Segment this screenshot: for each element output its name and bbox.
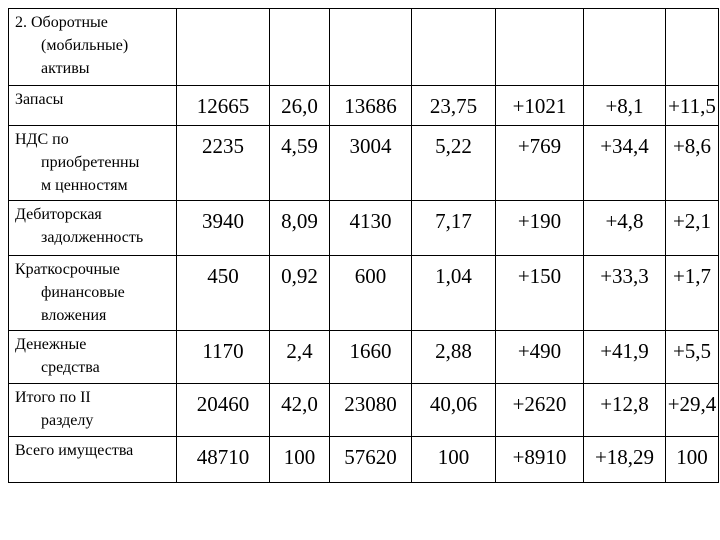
- value-cell: 3004: [330, 126, 412, 201]
- value-cell: +1,7: [666, 256, 719, 331]
- row-label-line: Итого по II: [15, 389, 91, 406]
- row-label-line: Краткосрочные: [15, 261, 120, 278]
- table-row: [9, 201, 719, 256]
- row-label: [9, 126, 177, 201]
- value-cell: +2,1: [666, 201, 719, 256]
- value-cell: 13686: [330, 86, 412, 126]
- value-cell: +29,4: [666, 384, 719, 437]
- table-row: [9, 256, 719, 331]
- row-label-line: вложения: [41, 307, 107, 324]
- value-cell: +8,1: [584, 86, 666, 126]
- value-cell: +4,8: [584, 201, 666, 256]
- value-cell: [666, 9, 719, 86]
- row-label-line: Запасы: [15, 91, 64, 108]
- row-label: [9, 256, 177, 331]
- value-cell: 2,4: [270, 331, 330, 384]
- row-label: [9, 384, 177, 437]
- table-row: [9, 126, 719, 201]
- row-label-line: (мобильные): [41, 37, 129, 54]
- row-label: [9, 201, 177, 256]
- value-cell: 1170: [177, 331, 270, 384]
- value-cell: 8,09: [270, 201, 330, 256]
- value-cell: [177, 9, 270, 86]
- value-cell: [584, 9, 666, 86]
- table-row: [9, 86, 719, 126]
- value-cell: +11,5: [666, 86, 719, 126]
- row-label-line: средства: [41, 359, 100, 376]
- value-cell: [496, 9, 584, 86]
- value-cell: 2235: [177, 126, 270, 201]
- table-row: [9, 9, 719, 86]
- value-cell: +33,3: [584, 256, 666, 331]
- row-label-line: м ценностям: [41, 177, 128, 194]
- value-cell: 4,59: [270, 126, 330, 201]
- value-cell: 40,06: [412, 384, 496, 437]
- value-cell: +769: [496, 126, 584, 201]
- value-cell: +41,9: [584, 331, 666, 384]
- table-row: [9, 384, 719, 437]
- value-cell: 1,04: [412, 256, 496, 331]
- row-label: [9, 437, 177, 483]
- row-label: [9, 331, 177, 384]
- value-cell: +34,4: [584, 126, 666, 201]
- row-label-line: финансовые: [41, 284, 125, 301]
- value-cell: +5,5: [666, 331, 719, 384]
- value-cell: +8,6: [666, 126, 719, 201]
- table-row: [9, 331, 719, 384]
- value-cell: 4130: [330, 201, 412, 256]
- row-label: [9, 9, 177, 86]
- value-cell: +1021: [496, 86, 584, 126]
- row-label: [9, 86, 177, 126]
- value-cell: [270, 9, 330, 86]
- row-label-line: активы: [41, 60, 90, 77]
- value-cell: +490: [496, 331, 584, 384]
- value-cell: 12665: [177, 86, 270, 126]
- row-label-line: задолженность: [41, 229, 144, 246]
- value-cell: 57620: [330, 437, 412, 483]
- table-row: [9, 437, 719, 483]
- value-cell: 23,75: [412, 86, 496, 126]
- balance-table: [8, 8, 719, 483]
- value-cell: 100: [270, 437, 330, 483]
- value-cell: [330, 9, 412, 86]
- row-label-line: Денежные: [15, 336, 87, 353]
- value-cell: 1660: [330, 331, 412, 384]
- row-label-line: Всего имущества: [15, 442, 134, 459]
- row-label-line: приобретенны: [41, 154, 140, 171]
- row-label-line: НДС по: [15, 131, 69, 148]
- value-cell: 26,0: [270, 86, 330, 126]
- row-label-line: 2. Оборотные: [15, 14, 108, 31]
- value-cell: 600: [330, 256, 412, 331]
- row-label-line: разделу: [41, 412, 94, 429]
- value-cell: 42,0: [270, 384, 330, 437]
- value-cell: 100: [412, 437, 496, 483]
- value-cell: +190: [496, 201, 584, 256]
- value-cell: 0,92: [270, 256, 330, 331]
- value-cell: +18,29: [584, 437, 666, 483]
- value-cell: 23080: [330, 384, 412, 437]
- row-label-line: Дебиторская: [15, 206, 102, 223]
- value-cell: 48710: [177, 437, 270, 483]
- value-cell: 2,88: [412, 331, 496, 384]
- value-cell: [412, 9, 496, 86]
- value-cell: +2620: [496, 384, 584, 437]
- value-cell: 7,17: [412, 201, 496, 256]
- value-cell: +12,8: [584, 384, 666, 437]
- value-cell: 100: [666, 437, 719, 483]
- value-cell: +150: [496, 256, 584, 331]
- value-cell: 5,22: [412, 126, 496, 201]
- value-cell: 450: [177, 256, 270, 331]
- value-cell: 3940: [177, 201, 270, 256]
- value-cell: 20460: [177, 384, 270, 437]
- value-cell: +8910: [496, 437, 584, 483]
